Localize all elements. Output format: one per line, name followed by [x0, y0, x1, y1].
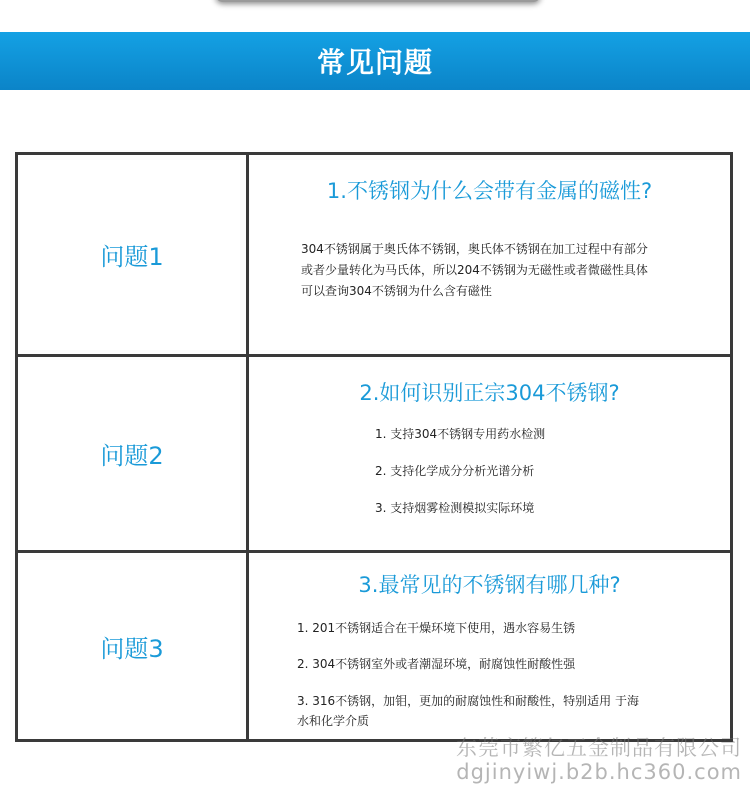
- faq-content-2: [249, 357, 730, 550]
- faq-table: [15, 152, 733, 742]
- faq-content-3: [249, 553, 730, 739]
- watermark-url: dgjinyiwj.b2b.hc360.com: [456, 760, 742, 784]
- watermark: [456, 736, 742, 784]
- faq-answer-1: 304不锈钢属于奥氏体不锈钢，奥氏体不锈钢在加工过程中有部分 或者少量转化为马氏体，所以204不锈钢为无磁性或者微磁性具体 可以查询304不锈钢为什么含有磁性: [301, 242, 648, 298]
- faq-row-1: [18, 155, 730, 357]
- watermark-company: 东莞市繁亿五金制品有限公司: [456, 736, 742, 760]
- faq-item: 1. 支持304不锈钢专用药水检测: [375, 427, 546, 441]
- faq-question-2: 2.如何识别正宗304不锈钢?: [359, 381, 620, 405]
- faq-question-3: 3.最常见的不锈钢有哪几种?: [358, 573, 621, 597]
- faq-item: 2. 304不锈钢室外或者潮湿环境，耐腐蚀性耐酸性强: [297, 657, 576, 671]
- faq-item: 2. 支持化学成分分析光谱分析: [375, 464, 535, 478]
- faq-content-1: [249, 155, 730, 354]
- faq-row-2: [18, 357, 730, 553]
- faq-item: 1. 201不锈钢适合在干燥环境下使用，遇水容易生锈: [297, 621, 576, 635]
- faq-item: 3. 316不锈钢，加钼，更加的耐腐蚀性和耐酸性，特别适用 于海 水和化学介质: [297, 694, 639, 728]
- faq-question-1: 1.不锈钢为什么会带有金属的磁性?: [326, 179, 653, 203]
- faq-label-3: 问题3: [18, 553, 249, 739]
- faq-label-1: 问题1: [18, 155, 249, 354]
- faq-label-2: 问题2: [18, 357, 249, 550]
- section-banner: [0, 32, 750, 90]
- faq-item: 3. 支持烟雾检测模拟实际环境: [375, 501, 535, 515]
- banner-title: 常见问题: [316, 46, 433, 79]
- top-decorative-bar: [215, 0, 541, 2]
- faq-row-3: [18, 553, 730, 739]
